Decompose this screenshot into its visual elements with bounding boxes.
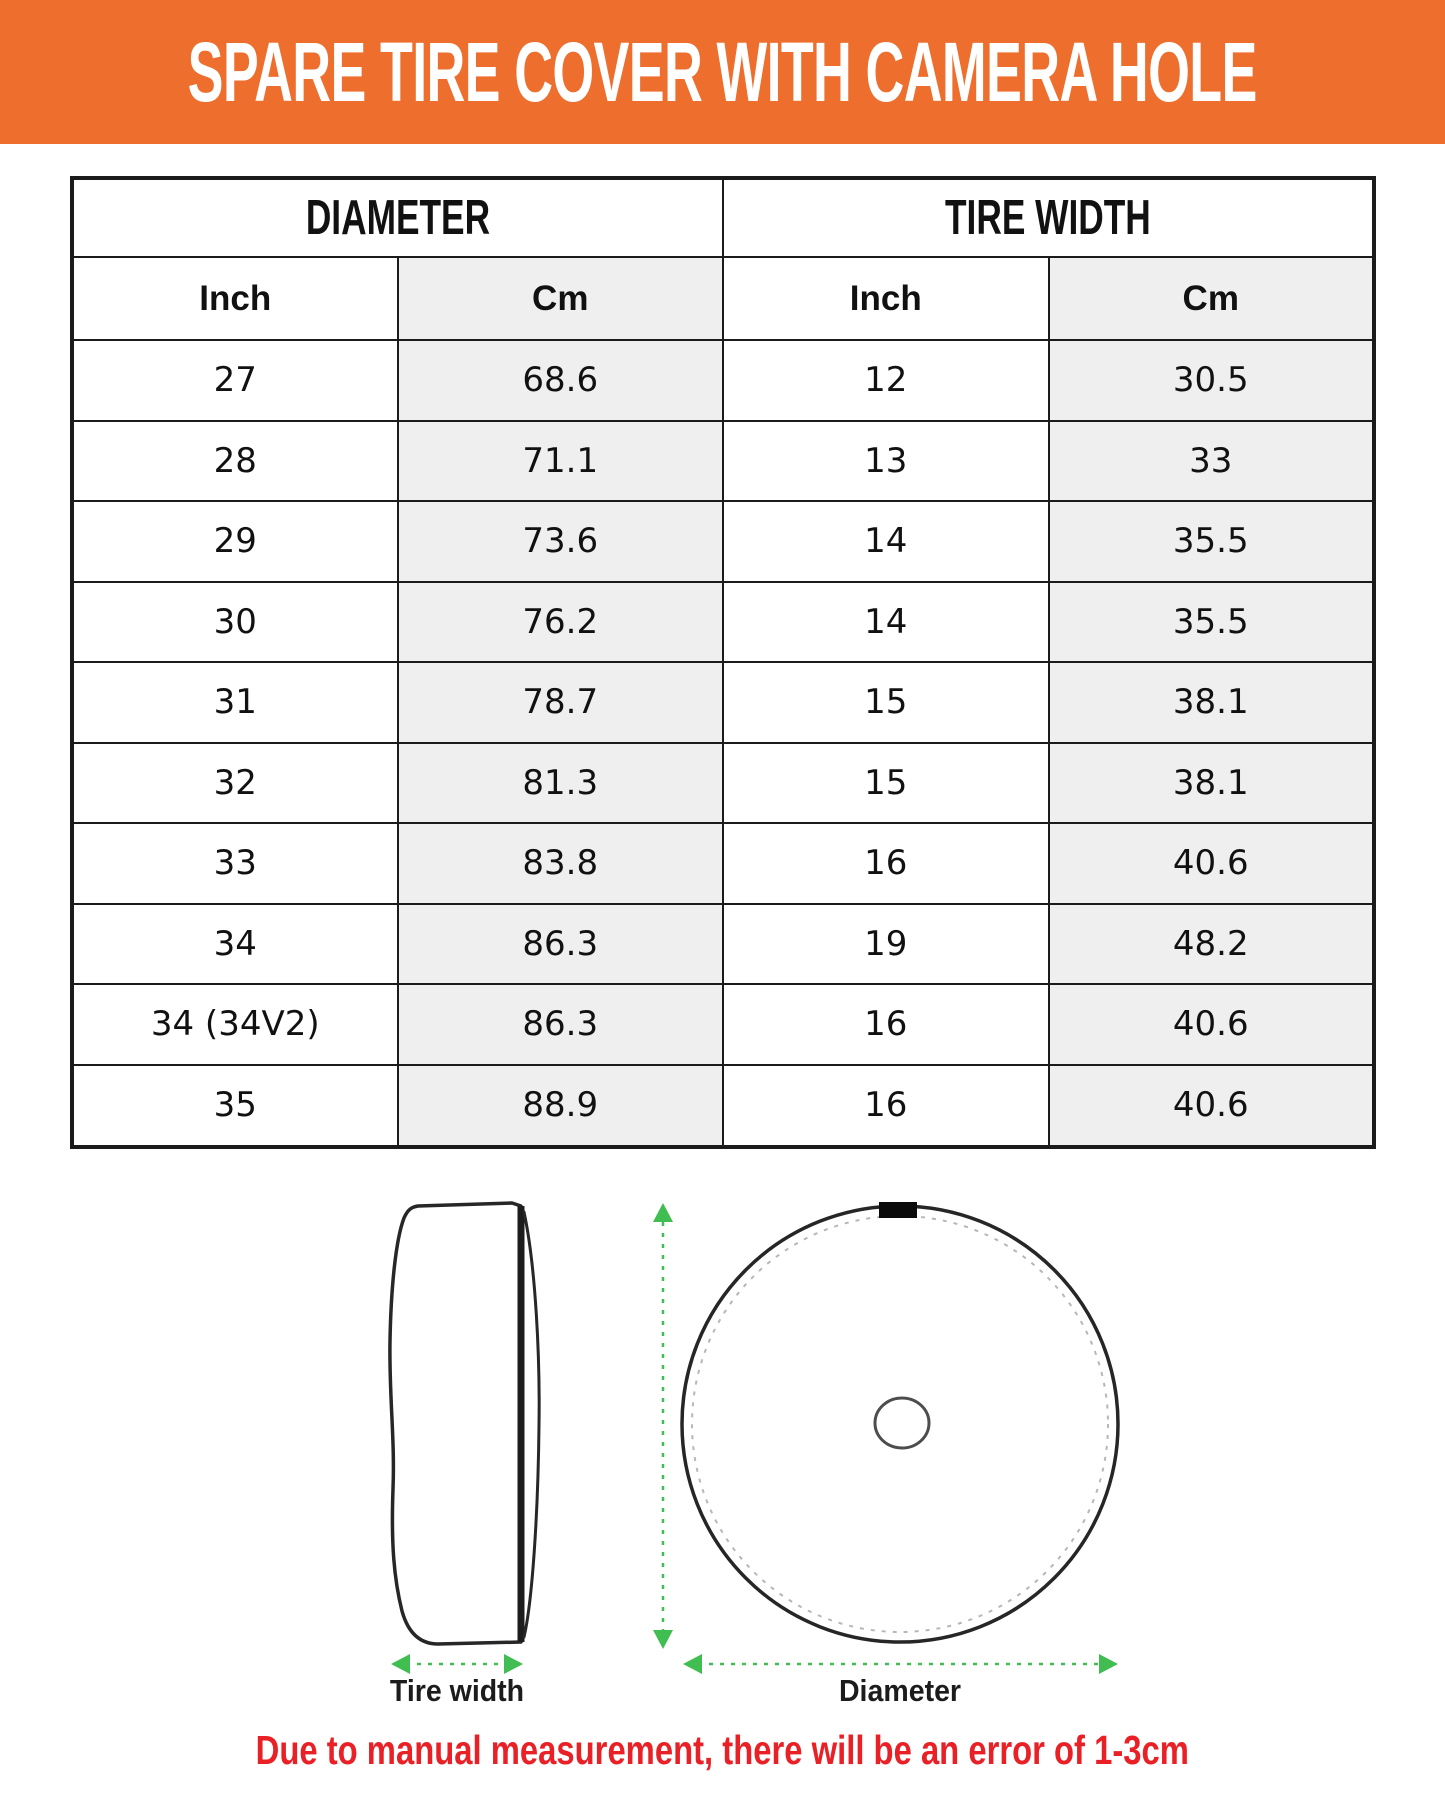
cell-width-inch: 12 xyxy=(723,340,1049,421)
measurement-error-note-text: Due to manual measurement, there will be an error of 1-3cm xyxy=(255,1727,1190,1773)
cell-diameter-inch: 30 xyxy=(72,582,398,663)
cell-diameter-inch: 35 xyxy=(72,1065,398,1148)
cell-width-cm: 40.6 xyxy=(1049,984,1375,1065)
table-column-header-row xyxy=(72,257,1374,340)
tire-side-view xyxy=(390,1203,521,1644)
cell-width-inch: 15 xyxy=(723,662,1049,743)
cell-width-cm: 35.5 xyxy=(1049,582,1375,663)
cell-diameter-inch: 28 xyxy=(72,421,398,502)
cell-width-cm: 40.6 xyxy=(1049,823,1375,904)
group-header-diameter: DIAMETER xyxy=(72,178,723,257)
cell-width-cm: 38.1 xyxy=(1049,662,1375,743)
vertical-arrow-bottom-head xyxy=(653,1630,673,1649)
cell-diameter-inch: 29 xyxy=(72,501,398,582)
table-row xyxy=(72,743,1374,824)
cell-diameter-inch: 34 (34V2) xyxy=(72,984,398,1065)
cell-width-cm: 48.2 xyxy=(1049,904,1375,985)
table-row xyxy=(72,501,1374,582)
tire-width-arrow-left-head xyxy=(391,1654,410,1674)
tire-measurement-diagram xyxy=(0,1180,1445,1720)
cell-width-inch: 15 xyxy=(723,743,1049,824)
table-row xyxy=(72,823,1374,904)
cell-diameter-cm: 88.9 xyxy=(398,1065,724,1148)
cell-diameter-cm: 73.6 xyxy=(398,501,724,582)
table-row xyxy=(72,984,1374,1065)
diameter-label: Diameter xyxy=(838,1673,962,1708)
vertical-arrow-top-head xyxy=(653,1203,673,1222)
cell-diameter-cm: 86.3 xyxy=(398,904,724,985)
cell-width-inch: 14 xyxy=(723,582,1049,663)
tire-side-outer-sidewall xyxy=(524,1212,539,1637)
tire-width-label: Tire width xyxy=(389,1673,525,1708)
table-row xyxy=(72,904,1374,985)
group-header-tire-width: TIRE WIDTH xyxy=(723,178,1374,257)
page-title: SPARE TIRE COVER WITH CAMERA HOLE xyxy=(187,24,1258,119)
column-header-width-inch: Inch xyxy=(723,257,1049,340)
diameter-arrow-left-head xyxy=(683,1654,702,1674)
table-group-header-row xyxy=(72,178,1374,257)
size-chart-table xyxy=(70,176,1376,1149)
diameter-arrow-right-head xyxy=(1099,1654,1118,1674)
table-row xyxy=(72,582,1374,663)
cell-diameter-inch: 33 xyxy=(72,823,398,904)
cell-diameter-cm: 78.7 xyxy=(398,662,724,743)
table-row xyxy=(72,340,1374,421)
cell-width-inch: 16 xyxy=(723,823,1049,904)
cell-diameter-inch: 32 xyxy=(72,743,398,824)
measurement-error-note xyxy=(0,1727,1445,1774)
cell-width-inch: 14 xyxy=(723,501,1049,582)
table-row xyxy=(72,662,1374,743)
cell-width-inch: 16 xyxy=(723,1065,1049,1148)
cell-diameter-cm: 81.3 xyxy=(398,743,724,824)
cell-width-cm: 38.1 xyxy=(1049,743,1375,824)
cell-diameter-cm: 68.6 xyxy=(398,340,724,421)
tire-width-arrow-right-head xyxy=(504,1654,523,1674)
cell-width-cm: 33 xyxy=(1049,421,1375,502)
column-header-diameter-inch: Inch xyxy=(72,257,398,340)
cell-diameter-inch: 31 xyxy=(72,662,398,743)
cell-width-inch: 16 xyxy=(723,984,1049,1065)
column-header-diameter-cm: Cm xyxy=(398,257,724,340)
table-row xyxy=(72,421,1374,502)
cell-diameter-inch: 27 xyxy=(72,340,398,421)
tire-top-tab xyxy=(879,1202,917,1218)
column-header-width-cm: Cm xyxy=(1049,257,1375,340)
table-row xyxy=(72,1065,1374,1148)
cell-width-cm: 35.5 xyxy=(1049,501,1375,582)
cell-diameter-cm: 83.8 xyxy=(398,823,724,904)
header-banner xyxy=(0,0,1445,144)
cell-diameter-inch: 34 xyxy=(72,904,398,985)
cell-width-inch: 19 xyxy=(723,904,1049,985)
cell-diameter-cm: 86.3 xyxy=(398,984,724,1065)
cell-width-cm: 30.5 xyxy=(1049,340,1375,421)
cell-diameter-cm: 71.1 xyxy=(398,421,724,502)
camera-hole xyxy=(875,1398,929,1448)
cell-width-inch: 13 xyxy=(723,421,1049,502)
cell-diameter-cm: 76.2 xyxy=(398,582,724,663)
cell-width-cm: 40.6 xyxy=(1049,1065,1375,1148)
